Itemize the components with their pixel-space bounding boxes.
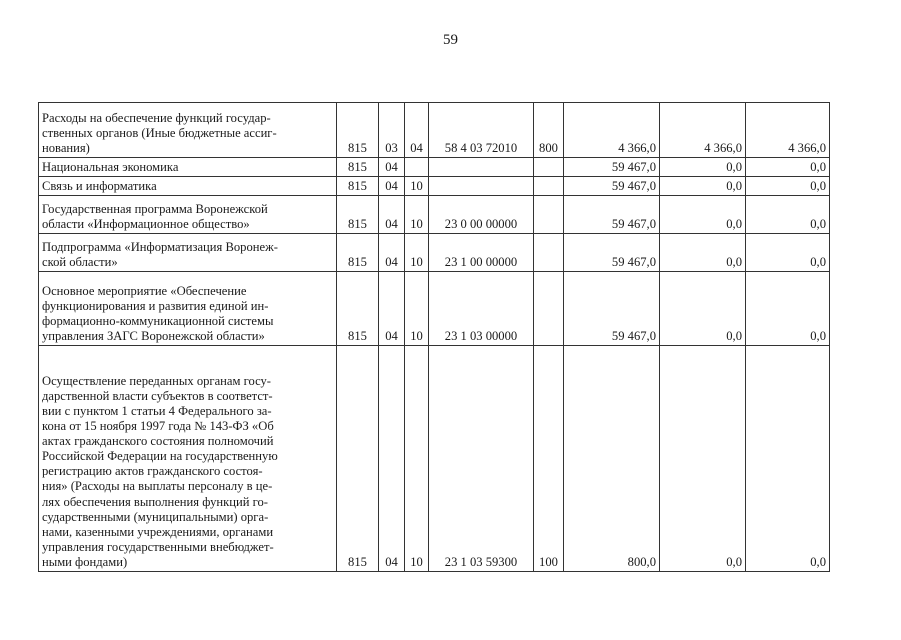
row-csr (429, 177, 534, 196)
row-vr: 800 (534, 103, 564, 158)
row-csr: 23 1 03 59300 (429, 346, 534, 572)
row-name-line: ными фондами) (42, 554, 128, 569)
row-name (39, 103, 337, 158)
row-name (39, 158, 337, 177)
row-name-line: актах гражданского состояния полномочий (42, 434, 274, 449)
row-vr: 100 (534, 346, 564, 572)
row-name-line: функционирования и развития единой ин- (42, 298, 269, 313)
row-gr: 815 (337, 196, 379, 234)
row-pr: 10 (405, 177, 429, 196)
row-rz: 03 (379, 103, 405, 158)
row-name-line: управления ЗАГС Воронежской области» (42, 328, 265, 343)
row-rz: 04 (379, 272, 405, 346)
row-name-line: сударственными (муниципальными) орга- (42, 509, 269, 524)
table-row (39, 196, 830, 234)
row-pr: 10 (405, 196, 429, 234)
table-row (39, 103, 830, 158)
row-rz: 04 (379, 234, 405, 272)
row-name-line: кона от 15 ноября 1997 года № 143-ФЗ «Об (42, 419, 274, 434)
row-name-line: ской области» (42, 254, 118, 269)
row-name-line: Российской Федерации на государственную (42, 449, 278, 464)
row-name-line: нования) (42, 140, 90, 155)
row-name-line: Осуществление переданных органам госу- (42, 373, 271, 388)
row-pr: 10 (405, 234, 429, 272)
row-name (39, 177, 337, 196)
row-name-line: регистрацию актов гражданского состоя- (42, 464, 263, 479)
table-row (39, 272, 830, 346)
page-number: 59 (443, 32, 458, 48)
row-sum-3: 0,0 (746, 346, 830, 572)
row-sum-2: 0,0 (660, 234, 746, 272)
row-pr: 10 (405, 272, 429, 346)
row-name-line: лях обеспечения выполнения функций го- (42, 494, 268, 509)
row-sum-3: 0,0 (746, 272, 830, 346)
row-name-line: области «Информационное общество» (42, 216, 250, 231)
row-gr: 815 (337, 158, 379, 177)
row-sum-2: 0,0 (660, 346, 746, 572)
row-name-line: нами, казенными учреждениями, органами (42, 524, 274, 539)
row-sum-2: 0,0 (660, 272, 746, 346)
row-gr: 815 (337, 177, 379, 196)
row-vr (534, 234, 564, 272)
row-sum-1: 59 467,0 (564, 196, 660, 234)
row-sum-1: 59 467,0 (564, 158, 660, 177)
row-name-line: ственных органов (Иные бюджетные ассиг- (42, 125, 277, 140)
row-rz: 04 (379, 158, 405, 177)
row-name (39, 346, 337, 572)
row-sum-3: 0,0 (746, 196, 830, 234)
row-name-line: дарственной власти субъектов в соответст- (42, 388, 273, 403)
row-sum-1: 59 467,0 (564, 177, 660, 196)
row-sum-1: 59 467,0 (564, 272, 660, 346)
row-sum-3: 0,0 (746, 234, 830, 272)
row-vr (534, 177, 564, 196)
row-pr: 10 (405, 346, 429, 572)
table-row (39, 177, 830, 196)
row-gr: 815 (337, 346, 379, 572)
row-name-line: ния» (Расходы на выплаты персоналу в це- (42, 479, 273, 494)
row-csr: 23 1 03 00000 (429, 272, 534, 346)
row-gr: 815 (337, 272, 379, 346)
row-name (39, 196, 337, 234)
row-name-line: Расходы на обеспечение функций государ- (42, 110, 271, 125)
row-name-line: Подпрограмма «Информатизация Воронеж- (42, 239, 278, 254)
row-name-line: Связь и информатика (42, 178, 157, 193)
row-pr (405, 158, 429, 177)
row-name-line: вии с пунктом 1 статьи 4 Федерального за- (42, 403, 272, 418)
row-csr (429, 158, 534, 177)
row-sum-1: 59 467,0 (564, 234, 660, 272)
row-name (39, 272, 337, 346)
table-row (39, 346, 830, 572)
row-sum-2: 0,0 (660, 196, 746, 234)
row-vr (534, 196, 564, 234)
row-name-line: управления государственными внебюджет- (42, 539, 274, 554)
row-gr: 815 (337, 103, 379, 158)
budget-table-body (39, 103, 830, 572)
row-name-line: Национальная экономика (42, 159, 179, 174)
row-sum-2: 0,0 (660, 158, 746, 177)
row-gr: 815 (337, 234, 379, 272)
row-sum-1: 4 366,0 (564, 103, 660, 158)
row-sum-1: 800,0 (564, 346, 660, 572)
row-name-line: формационно-коммуникационной системы (42, 313, 274, 328)
row-sum-2: 4 366,0 (660, 103, 746, 158)
row-sum-3: 0,0 (746, 158, 830, 177)
row-name-line: Государственная программа Воронежской (42, 201, 268, 216)
row-vr (534, 158, 564, 177)
row-csr: 23 1 00 00000 (429, 234, 534, 272)
row-sum-2: 0,0 (660, 177, 746, 196)
budget-table (38, 102, 830, 572)
row-sum-3: 0,0 (746, 177, 830, 196)
table-row (39, 234, 830, 272)
row-pr: 04 (405, 103, 429, 158)
row-rz: 04 (379, 346, 405, 572)
row-rz: 04 (379, 177, 405, 196)
row-name-line: Основное мероприятие «Обеспечение (42, 283, 247, 298)
table-row (39, 158, 830, 177)
row-vr (534, 272, 564, 346)
row-sum-3: 4 366,0 (746, 103, 830, 158)
row-name (39, 234, 337, 272)
row-rz: 04 (379, 196, 405, 234)
row-csr: 58 4 03 72010 (429, 103, 534, 158)
row-csr: 23 0 00 00000 (429, 196, 534, 234)
